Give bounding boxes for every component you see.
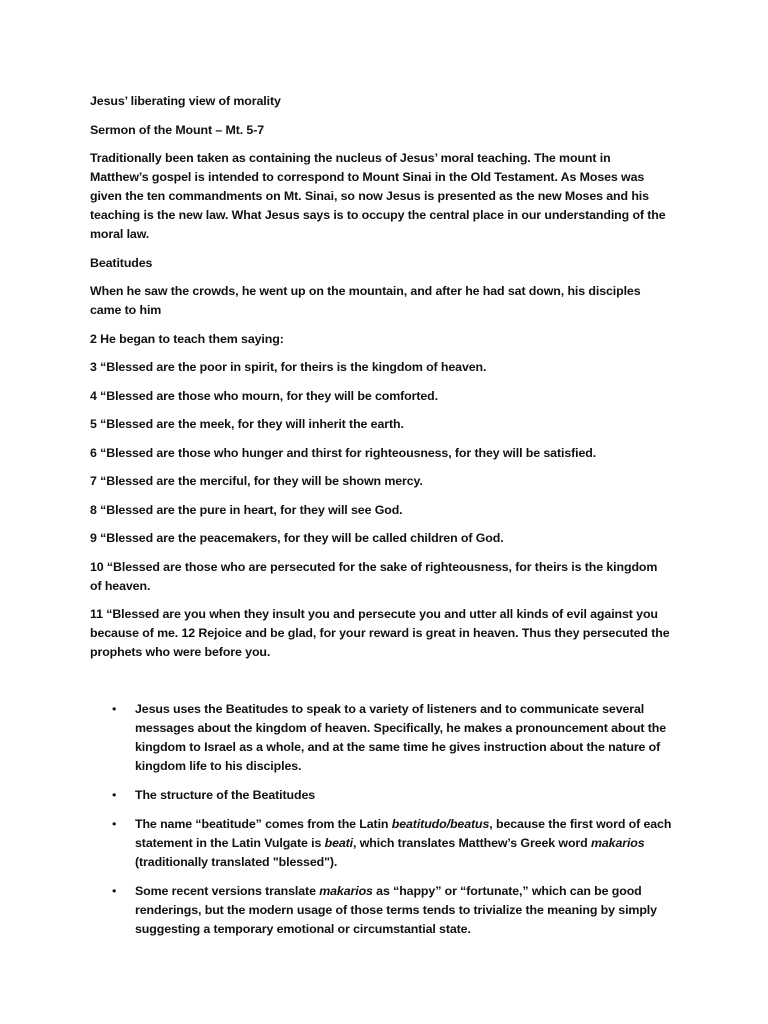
text-run: as “happy” or “fortunate,” which can be good renderings, but the modern usage of those terms tends to trivialize the meaning by simply suggesting a temporary emotional or circumstantial state. bbox=[135, 883, 657, 936]
section-spacer bbox=[90, 672, 672, 700]
verse-paragraph: 10 “Blessed are those who are persecuted for the sake of righteousness, for theirs is the kingdom of heaven. bbox=[90, 559, 658, 593]
bullet-marker: • bbox=[112, 816, 117, 831]
italic-term: makarios bbox=[590, 835, 645, 850]
document-subtitle: Sermon of the Mount – Mt. 5-7 bbox=[90, 122, 265, 137]
bullet-marker: • bbox=[112, 701, 117, 716]
bullet-item bbox=[90, 815, 672, 872]
italic-term: makarios bbox=[319, 883, 373, 898]
verse-paragraph: 7 “Blessed are the merciful, for they will be shown mercy. bbox=[90, 474, 423, 488]
italic-term: beati bbox=[324, 835, 354, 850]
bullet-item bbox=[90, 700, 672, 776]
italic-term: beatitudo/beatus bbox=[391, 816, 490, 831]
bullet-text: Jesus uses the Beatitudes to speak to a variety of listeners and to communicate several messages about the kingdom of heaven. Specifically, he makes a pronouncement about the kingdom to Israel as a whole, and at the same time he gives instruction about the nature of kingdom life to his disciples. bbox=[135, 701, 666, 773]
text-run: Some recent versions translate bbox=[135, 883, 320, 898]
document-page bbox=[90, 92, 672, 949]
text-run: , which translates Matthew’s Greek word bbox=[353, 835, 591, 850]
text-run: The name “beatitude” comes from the Latin bbox=[135, 816, 392, 831]
verse-paragraph: 8 “Blessed are the pure in heart, for they will see God. bbox=[90, 502, 403, 517]
text-run: , because the first word of each statement in the Latin Vulgate is bbox=[135, 816, 672, 850]
bullet-text: The structure of the Beatitudes bbox=[135, 787, 316, 802]
verse-paragraph: 6 “Blessed are those who hunger and thirst for righteousness, for they will be satisfied. bbox=[90, 445, 597, 460]
verse-paragraph: 11 “Blessed are you when they insult you and persecute you and utter all kinds of evil against you because of me. 12 Rejoice and be glad, for your reward is great in heaven. Thus they persecuted the prophets who were before you. bbox=[90, 607, 670, 659]
bullet-marker: • bbox=[112, 883, 117, 898]
bullet-item bbox=[90, 786, 672, 805]
bullet-text bbox=[135, 817, 671, 869]
text-run: (traditionally translated "blessed"). bbox=[135, 854, 338, 869]
verse-paragraph: 2 He began to teach them saying: bbox=[90, 331, 284, 346]
verse-paragraph: 5 “Blessed are the meek, for they will inherit the earth. bbox=[90, 417, 404, 431]
bullet-marker: • bbox=[112, 787, 117, 802]
verse-paragraph: 4 “Blessed are those who mourn, for they will be comforted. bbox=[90, 388, 438, 403]
bullet-list bbox=[90, 700, 672, 939]
bullet-text bbox=[135, 884, 657, 936]
document-title: Jesus’ liberating view of morality bbox=[90, 94, 281, 108]
verse-paragraph: 3 “Blessed are the poor in spirit, for theirs is the kingdom of heaven. bbox=[90, 360, 487, 374]
section-heading: Beatitudes bbox=[90, 255, 153, 270]
verse-paragraph: 9 “Blessed are the peacemakers, for they will be called children of God. bbox=[90, 531, 504, 545]
verse-paragraph: When he saw the crowds, he went up on the mountain, and after he had sat down, his disciples came to him bbox=[90, 284, 641, 317]
intro-paragraph: Traditionally been taken as containing the nucleus of Jesus’ moral teaching. The mount in Matthew’s gospel is intended to correspond to Mount Sinai in the Old Testament. As Moses was given the ten commandments on Mt. Sinai, so now Jesus is presented as the new Moses and his teaching is the new law. What Jesus says is to occupy the central place in our understanding of the moral law. bbox=[90, 151, 666, 241]
bullet-item bbox=[90, 882, 672, 939]
